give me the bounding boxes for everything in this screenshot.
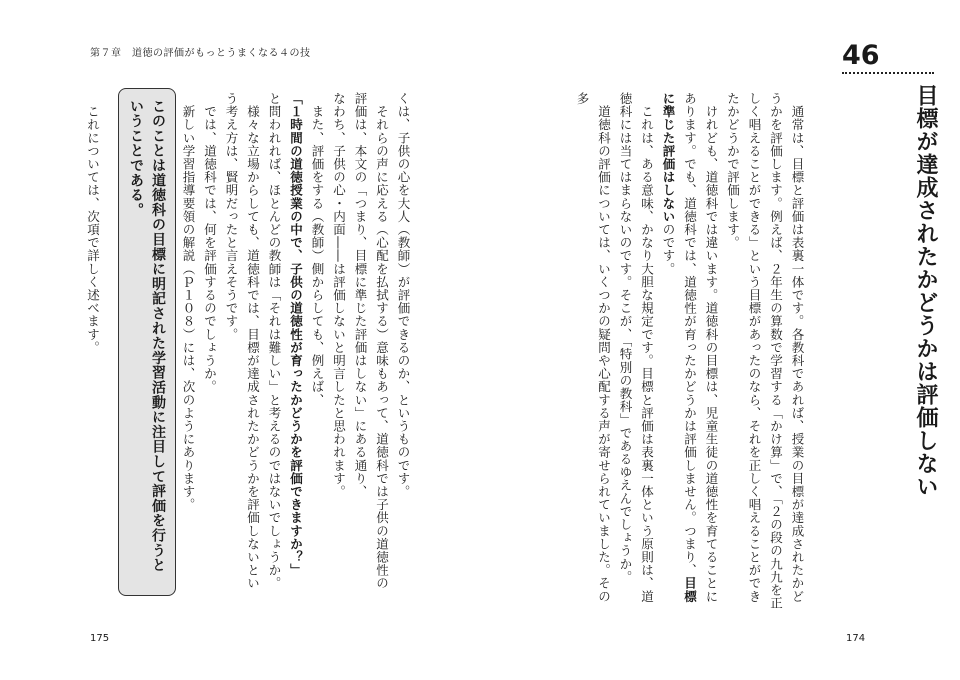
text-run: 新しい学習指導要領の解説（ｐ１０８）には、次のようにあります。 bbox=[181, 92, 196, 512]
section-title: 目標が達成されたかどうかは評価しない bbox=[913, 84, 938, 498]
paragraph bbox=[722, 92, 808, 612]
paragraph bbox=[178, 92, 200, 592]
paragraph bbox=[221, 92, 264, 592]
text-run: また、評価をする（教師）側からしても、例えば、 bbox=[310, 92, 325, 407]
page-number-left: 175 bbox=[90, 633, 110, 644]
text-run: 道徳科の評価については、いくつかの疑問や心配する声が寄せられていました。その多 bbox=[575, 92, 612, 603]
text-run: なわち、子供の心・内面――は評価しないと明言したと思われます。 bbox=[331, 92, 347, 499]
text-run: それらの声に応える（心配を払拭する）意味もあって、道徳科では子供の道徳性の評価は、本文の「つまり、目標に準じた評価はしない」にある通り、 bbox=[353, 92, 390, 590]
paragraph bbox=[572, 92, 615, 612]
text-run: 様々な立場からしても、道徳科では、目標が達成されたかどうかを評価しないという考え方は、賢明だったと言えそうです。 bbox=[224, 92, 261, 590]
paragraph bbox=[615, 92, 658, 612]
paragraph bbox=[350, 92, 393, 592]
chapter-header: 第７章 道徳の評価がもっとうまくなる４の技 bbox=[90, 48, 311, 59]
text-run: くは、子供の心を大人（教師）が評価できるのか、というものです。 bbox=[396, 92, 411, 499]
left-page-body bbox=[178, 92, 415, 592]
text-run: では、道徳科では、何を評価するのでしょうか。 bbox=[202, 92, 218, 394]
paragraph bbox=[285, 92, 307, 592]
paragraph bbox=[328, 92, 350, 592]
closing-text: これについては、次項で詳しく述べます。 bbox=[85, 92, 101, 354]
emphasized-text: 「１時間の道徳授業の中で、子供の道徳性が育ったかどうかを評価できますか？」 bbox=[288, 92, 304, 577]
page-number-right: 174 bbox=[846, 633, 866, 644]
section-number-underline bbox=[842, 72, 934, 74]
right-page-body bbox=[572, 92, 809, 612]
text-run: これは、ある意味、かなり大胆な規定です。目標と評価は表裏一体という原則は、道徳科には当てはまらないのです。そこが、「特別の教科」であるゆえんでしょうか。 bbox=[618, 92, 655, 603]
text-run: 通常は、目標と評価は表裏一体です。各教科であれば、授業の目標が達成されたかどうかを評価します。例えば、２年生の算数で学習する「かけ算」で、「２の段の九九を正しく唱えることができる」という目標があったのなら、それを正しく唱えることができたかどうかで評価します。 bbox=[725, 92, 805, 610]
paragraph bbox=[393, 92, 415, 592]
paragraph bbox=[307, 92, 329, 592]
text-run: のです。 bbox=[661, 223, 676, 276]
paragraph bbox=[199, 92, 221, 592]
paragraph bbox=[264, 92, 286, 592]
text-run: けれども、道徳科では違います。道徳科の目標は、児童生徒の道徳性を育てることにあります。でも、道徳科では、道徳性が育ったかどうかは評価しません。つまり、 bbox=[682, 92, 719, 603]
right-page bbox=[480, 0, 960, 680]
emphasized-text: 目標に準じた評価はしない bbox=[661, 92, 698, 603]
quote-callout-box: このことは道徳科の目標に明記された学習活動に注目して評価を行うということである。 bbox=[118, 88, 176, 596]
section-number: 46 bbox=[842, 40, 880, 71]
paragraph bbox=[658, 92, 723, 612]
text-run: と問われれば、ほとんどの教師は「それは難しい」と考えるのではないでしょうか。 bbox=[267, 92, 282, 590]
